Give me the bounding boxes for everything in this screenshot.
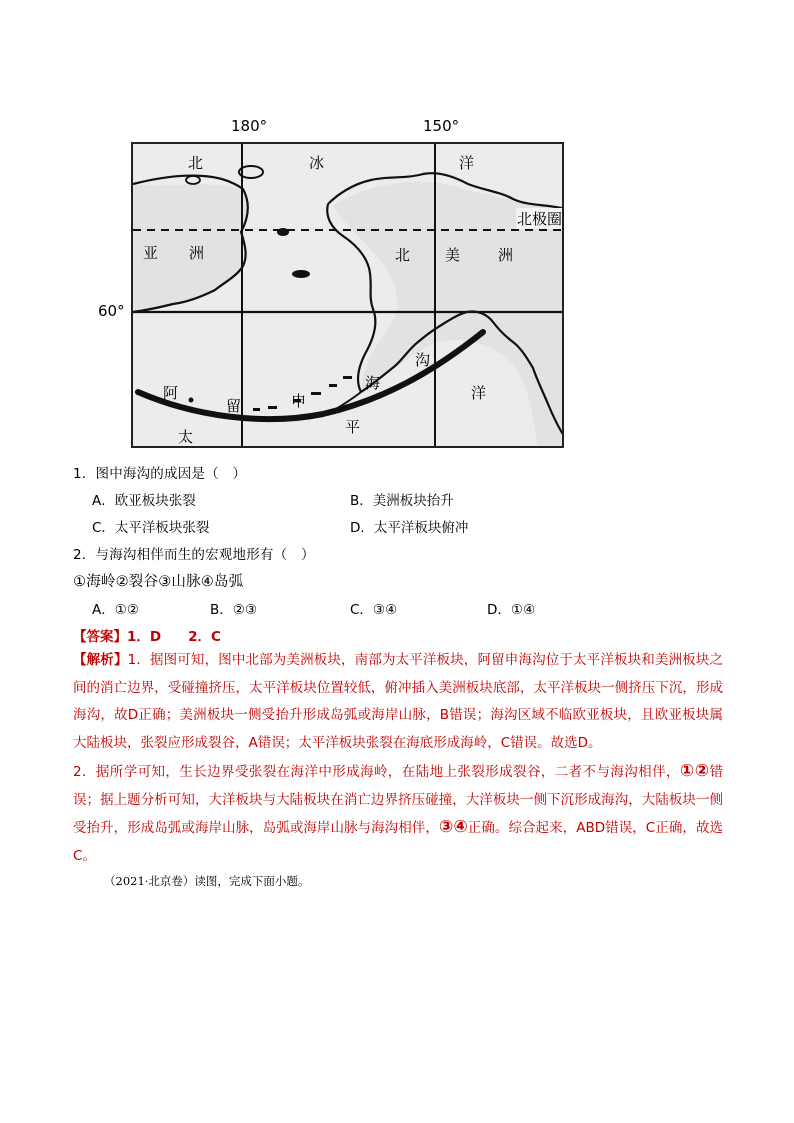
analysis-paragraph-1	[73, 647, 723, 757]
aleutian-trench	[138, 332, 483, 419]
map-drawing	[133, 144, 564, 448]
q1-option-c: C．太平洋板块张裂	[92, 520, 210, 536]
analysis-p2-part-a: 2．据所学可知，生长边界受张裂在海洋中形成海岭，在陆地上张裂形成裂谷，二者不与海沟相伴，	[73, 764, 680, 780]
q2-option-a: A．①②	[92, 602, 139, 618]
label-arctic-circle: 北极圈	[517, 210, 563, 228]
analysis-p2-circled-1: ①②	[679, 761, 710, 781]
aleutian-islands	[189, 376, 353, 411]
analysis-label: 【解析】	[73, 652, 128, 668]
q1-option-d: D．太平洋板块俯冲	[350, 520, 469, 536]
island-2	[186, 176, 200, 184]
label-hai: 海	[365, 374, 381, 392]
label-liu: 留	[226, 397, 242, 415]
analysis-p2-part-c: 正确。综合起来，ABD错误，C正确，故选C。	[73, 820, 723, 864]
label-ya: 亚	[143, 244, 159, 262]
q2-option-d: D．①④	[487, 602, 536, 618]
answer-text: 1．D 2．C	[127, 629, 221, 645]
label-ping: 平	[345, 418, 361, 436]
aleutian-trench-map	[131, 142, 564, 448]
island-3	[292, 270, 310, 278]
answer-label: 【答案】	[73, 629, 127, 645]
question-2-choices: ①海岭②裂谷③山脉④岛弧	[73, 574, 244, 590]
analysis-paragraph-2	[73, 758, 723, 870]
q2-option-b: B．②③	[210, 602, 257, 618]
label-gou: 沟	[415, 351, 431, 369]
label-bing: 冰	[309, 154, 325, 172]
q1-option-b: B．美洲板块抬升	[350, 493, 454, 509]
analysis-p2-circled-2: ③④	[438, 817, 468, 837]
label-shen: 申	[291, 392, 307, 410]
analysis-p1-text: 1．据图可知，图中北部为美洲板块，南部为太平洋板块，阿留申海沟位于太平洋板块和美洲板块之间的消亡边界，受碰撞挤压，太平洋板块位置较低，俯冲插入美洲板块底部，太平洋板块一侧挤压下沉，形成海沟，故D正确；美洲板块一侧受抬升形成岛弧或海岸山脉，B错误；海沟区域不临欧亚板块，且欧亚板块属大陆板块，张裂应形成裂谷，A错误；太平洋板块张裂在海底形成海岭，C错误。故选D。	[73, 652, 724, 751]
latitude-label-60: 60°	[98, 302, 125, 320]
question-2-stem: 2．与海沟相伴而生的宏观地形有（ ）	[73, 547, 315, 563]
label-zhou-asia: 洲	[189, 244, 205, 262]
source-line: （2021·北京卷）读图，完成下面小题。	[104, 874, 310, 888]
label-yang-top: 洋	[459, 154, 475, 172]
q2-option-c: C．③④	[350, 602, 398, 618]
longitude-label-180: 180°	[231, 117, 268, 135]
longitude-label-150: 150°	[423, 117, 460, 135]
q1-option-a: A．欧亚板块张裂	[92, 493, 196, 509]
question-1-stem: 1．图中海沟的成因是（ ）	[73, 466, 247, 482]
label-zhou-na: 洲	[498, 246, 514, 264]
analysis-p2-part-b: 错误；据上题分析可知，大洋板块与大陆板块在消亡边界挤压碰撞，大洋板块一侧下沉形成海沟，大陆板块一侧受抬升，形成岛弧或海岸山脉，岛弧或海岸山脉与海沟相伴，	[73, 764, 723, 836]
label-yang-bottom: 洋	[471, 384, 487, 402]
label-mei: 美	[445, 246, 461, 264]
label-tai: 太	[178, 428, 194, 446]
label-a: 阿	[163, 384, 179, 402]
label-bei-na: 北	[395, 246, 411, 264]
label-bei: 北	[188, 154, 204, 172]
answer-line	[73, 625, 221, 645]
